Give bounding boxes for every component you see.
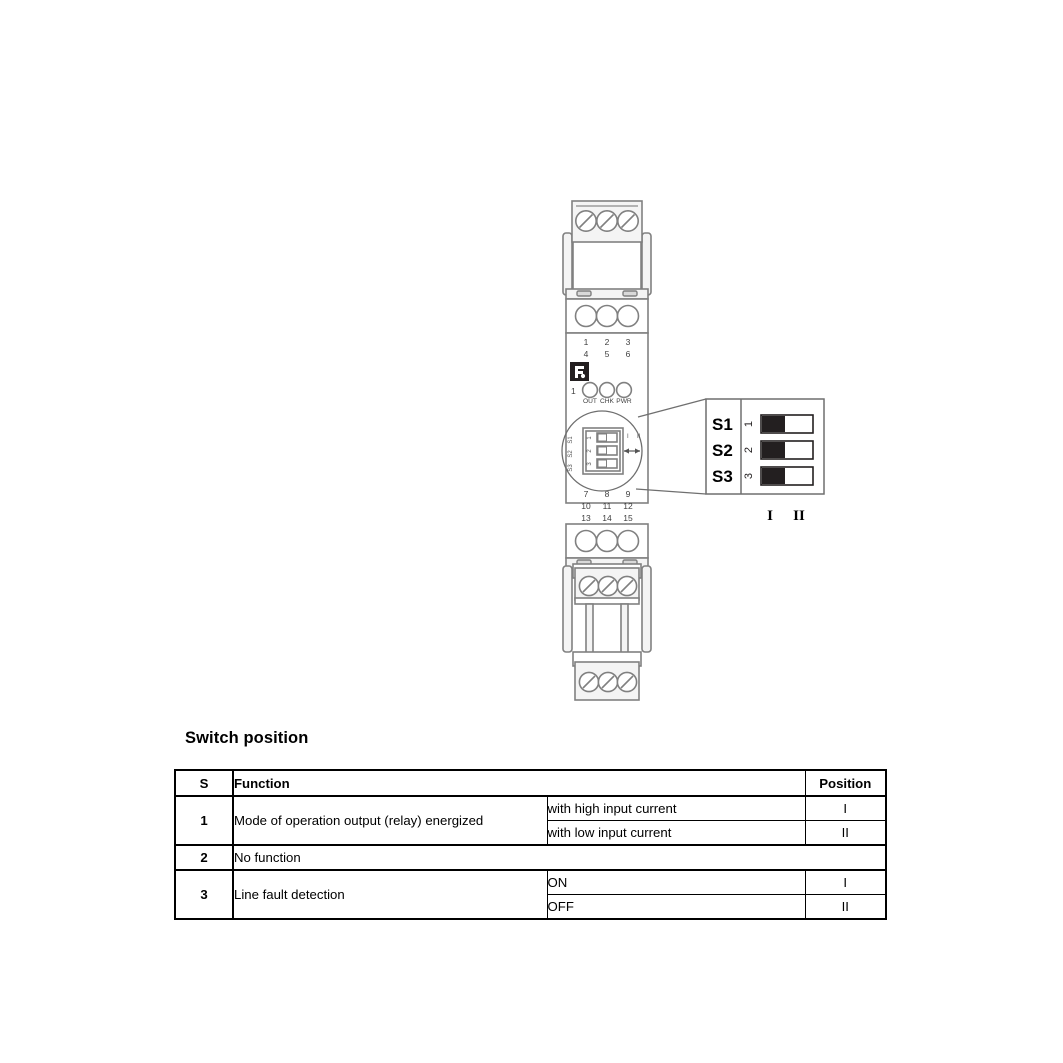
column-header-s: S <box>175 770 233 796</box>
switch-label-small: S3 <box>568 464 574 472</box>
callout-position-marker: II <box>793 508 805 524</box>
callout-switch-1 <box>761 415 813 433</box>
column-header-function: Function <box>233 770 805 796</box>
terminal-number: 6 <box>625 349 631 359</box>
bottom-screw-terminal-assembly <box>563 558 651 700</box>
callout-switch-2 <box>761 441 813 459</box>
lower-cable-entry-panel <box>566 524 648 558</box>
terminal-number: 14 <box>602 513 612 523</box>
switch-label-small: S2 <box>568 450 574 458</box>
column-header-position: Position <box>805 770 886 796</box>
top-screw-terminal-block <box>563 201 651 299</box>
row-function: Line fault detection <box>233 870 547 919</box>
callout-switch-number: 3 <box>743 472 755 480</box>
row-detail: with low input current <box>547 821 805 846</box>
terminal-number: 7 <box>583 489 589 499</box>
terminal-number: 15 <box>623 513 633 523</box>
switch-number-small: 3 <box>587 462 593 466</box>
switch-callout-enlarged <box>706 399 824 524</box>
led-label: OUT <box>583 398 597 405</box>
callout-switch-label: S3 <box>712 467 733 486</box>
row-s-value: 1 <box>175 796 233 845</box>
terminal-number: 9 <box>625 489 631 499</box>
terminal-number: 5 <box>604 349 610 359</box>
terminal-number: 2 <box>604 337 610 347</box>
row-s-value: 2 <box>175 845 233 870</box>
upper-cable-entry-panel <box>566 299 648 333</box>
callout-switch-3 <box>761 467 813 485</box>
position-marker-small: I <box>627 434 629 440</box>
callout-switch-label: S2 <box>712 441 733 460</box>
led-row-marker: 1 <box>571 386 576 396</box>
callout-switch-label: S1 <box>712 415 733 434</box>
row-detail: OFF <box>547 895 805 920</box>
page-title: Switch position <box>185 729 309 747</box>
led-chk <box>600 383 615 398</box>
row-s-value: 3 <box>175 870 233 919</box>
row-position: II <box>805 821 886 846</box>
callout-switch-number: 2 <box>743 446 755 454</box>
row-position: II <box>805 895 886 920</box>
terminal-number: 10 <box>581 501 591 511</box>
row-detail: ON <box>547 870 805 895</box>
terminal-number: 13 <box>581 513 591 523</box>
callout-switch-number: 1 <box>743 420 755 428</box>
led-out <box>583 383 598 398</box>
bottom-terminal-screws-lower <box>579 672 636 691</box>
bottom-terminal-screws-upper <box>579 576 636 595</box>
manufacturer-logo-icon <box>570 362 589 381</box>
row-position: I <box>805 796 886 821</box>
table-row <box>175 845 886 870</box>
terminal-number: 8 <box>604 489 610 499</box>
switch-position-table <box>174 769 887 920</box>
led-pwr <box>617 383 632 398</box>
table-row <box>175 796 886 821</box>
row-detail: with high input current <box>547 796 805 821</box>
led-label: PWR <box>616 398 632 405</box>
row-position: I <box>805 870 886 895</box>
row-function: No function <box>233 845 886 870</box>
top-terminal-screws <box>576 211 638 231</box>
terminal-number: 1 <box>583 337 589 347</box>
switch-number-small: 1 <box>587 436 593 440</box>
terminal-number: 11 <box>602 501 612 511</box>
callout-position-marker: I <box>767 508 773 524</box>
table-header-row <box>175 770 886 796</box>
table-row <box>175 870 886 895</box>
switch-label-small: S1 <box>568 436 574 444</box>
row-function: Mode of operation output (relay) energized <box>233 796 547 845</box>
device-front-face <box>562 333 648 523</box>
switch-number-small: 2 <box>587 449 593 453</box>
led-label: CHK <box>600 398 614 405</box>
terminal-number: 3 <box>625 337 631 347</box>
position-marker-small: II <box>637 434 641 440</box>
terminal-number: 4 <box>583 349 589 359</box>
terminal-number: 12 <box>623 501 633 511</box>
